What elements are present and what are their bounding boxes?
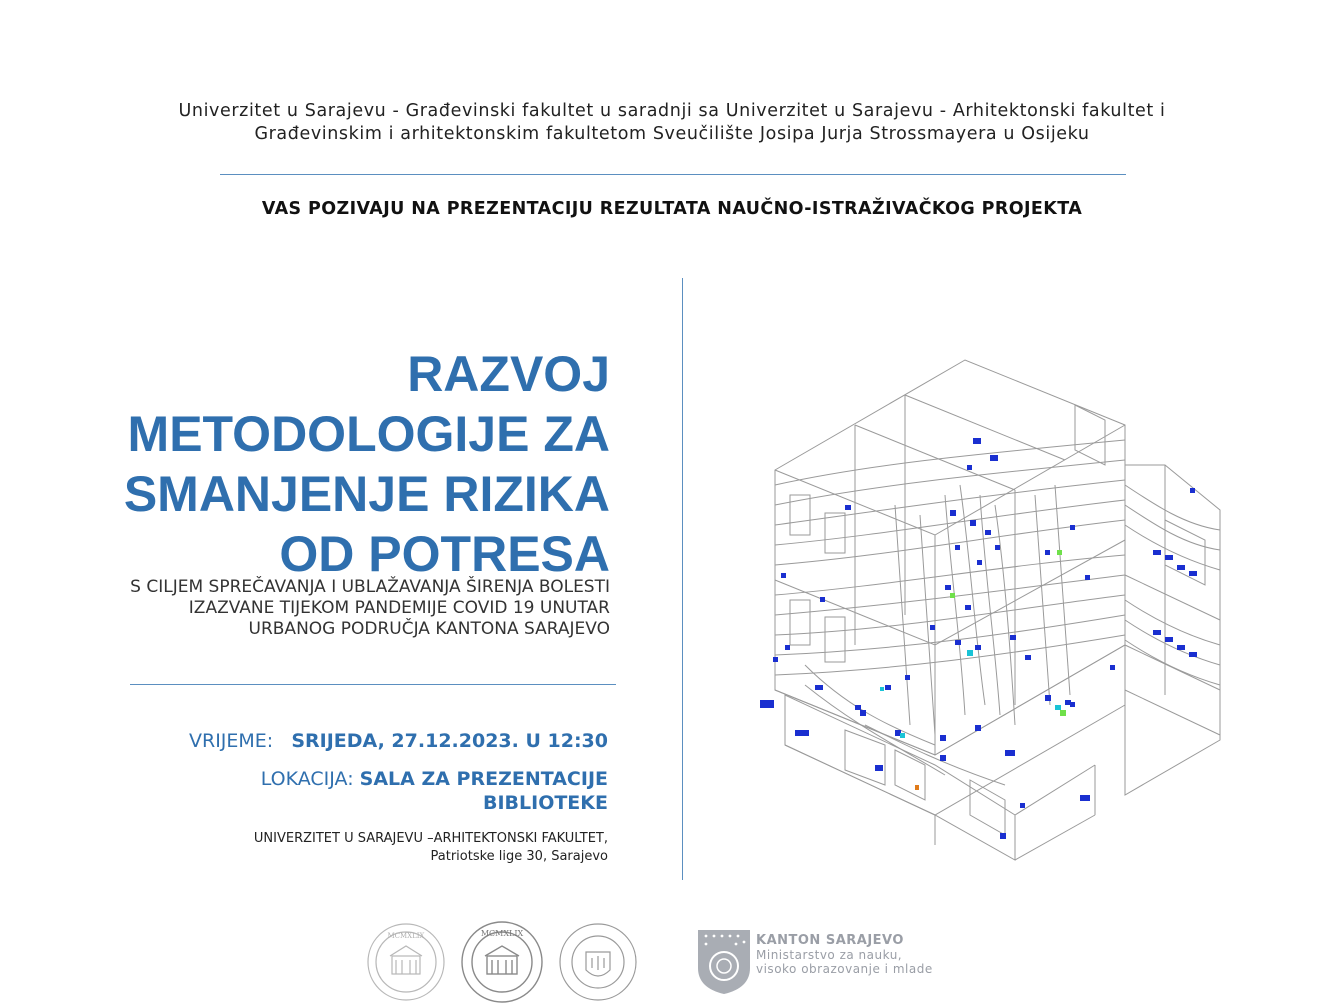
ministry-line-1: Ministarstvo za nauku, <box>756 948 903 962</box>
event-location <box>100 767 608 815</box>
seal-sveuciliste-osijek <box>558 922 638 1006</box>
location-value-line-1: SALA ZA PREZENTACIJE <box>359 768 608 790</box>
event-time <box>100 729 608 753</box>
time-label: VRIJEME: <box>189 730 274 752</box>
kanton-sarajevo-emblem <box>696 928 752 996</box>
subtitle-line-1: S CILJEM SPREČAVANJA I UBLAŽAVANJA ŠIRENJA BOLESTI <box>130 577 610 597</box>
subtitle-line-3: URBANOG PODRUČJA KANTONA SARAJEVO <box>248 619 610 639</box>
invitation-heading: VAS POZIVAJU NA PREZENTACIJU REZULTATA NAUČNO-ISTRAŽIVAČKOG PROJEKTA <box>261 199 1083 219</box>
title-line-2: METODOLOGIJE ZA <box>127 406 610 462</box>
organizers-header <box>0 100 1344 146</box>
title-line-1: RAZVOJ <box>407 346 610 402</box>
ministry-line-2: visoko obrazovanje i mlade <box>756 962 933 976</box>
address-line-1: UNIVERZITET U SARAJEVU –ARHITEKTONSKI FAKULTET, <box>253 831 608 846</box>
seal2-year: MCMXLIX <box>480 929 524 938</box>
time-value: SRIJEDA, 27.12.2023. U 12:30 <box>291 730 608 752</box>
seal1-year: MCMXLIX <box>387 932 425 940</box>
title-line-3: SMANJENJE RIZIKA <box>123 466 610 522</box>
location-label: LOKACIJA: <box>260 768 360 790</box>
seal-gradevinski-fakultet <box>366 922 446 1006</box>
project-subtitle <box>40 577 610 640</box>
vertical-divider <box>682 278 683 880</box>
subtitle-line-2: IZAZVANE TIJEKOM PANDEMIJE COVID 19 UNUTAR <box>188 598 610 618</box>
venue-address <box>100 830 608 866</box>
organizers-line-1: Univerzitet u Sarajevu - Građevinski fakultet u saradnji sa Univerzitet u Sarajevu - Arhitektonski fakultet i <box>178 101 1166 121</box>
building-damage-model-illustration <box>745 345 1235 865</box>
address-line-2: Patriotske lige 30, Sarajevo <box>430 849 608 864</box>
header-divider <box>220 174 1126 175</box>
kanton-sarajevo-text <box>756 934 933 976</box>
location-value-line-2: BIBLIOTEKE <box>482 792 608 814</box>
title-line-4: OD POTRESA <box>279 526 610 582</box>
seal-arhitektonski-fakultet <box>460 920 544 1008</box>
kanton-name: KANTON SARAJEVO <box>756 933 904 948</box>
project-title <box>60 344 610 584</box>
title-divider <box>130 684 616 685</box>
organizers-line-2: Građevinskim i arhitektonskim fakultetom Sveučilište Josipa Jurja Strossmayera u Osijeku <box>254 124 1090 144</box>
